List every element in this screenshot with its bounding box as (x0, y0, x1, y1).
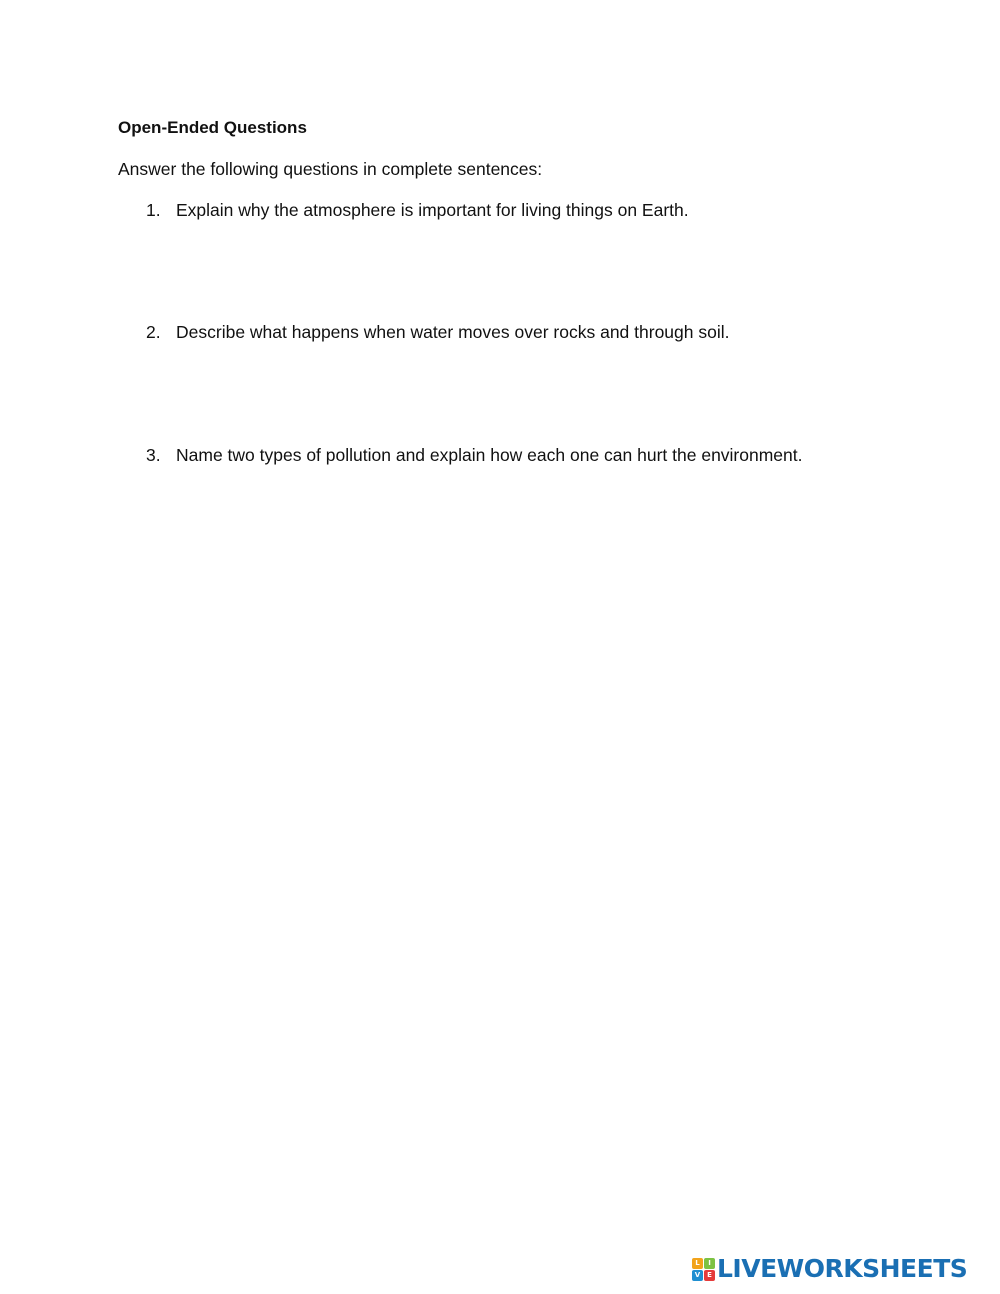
question-text: Describe what happens when water moves over rocks and through soil. (176, 322, 730, 342)
question-item (146, 322, 729, 343)
question-item (146, 200, 689, 221)
section-heading: Open-Ended Questions (118, 118, 307, 137)
liveworksheets-logo (692, 1255, 967, 1283)
question-number: 2. (146, 322, 161, 342)
logo-letter-l: L (692, 1258, 703, 1269)
question-text: Name two types of pollution and explain how each one can hurt the environment. (176, 445, 803, 465)
logo-wordmark: LIVEWORKSHEETS (717, 1254, 968, 1283)
logo-mark-icon (692, 1258, 715, 1281)
question-text: Explain why the atmosphere is important for living things on Earth. (176, 200, 689, 220)
question-number: 1. (146, 200, 161, 220)
instructions-text: Answer the following questions in complete sentences: (118, 159, 543, 179)
question-item (146, 445, 803, 466)
logo-letter-v: V (692, 1270, 703, 1281)
logo-letter-e: E (704, 1270, 715, 1281)
logo-letter-i: I (704, 1258, 715, 1269)
question-number: 3. (146, 445, 161, 465)
